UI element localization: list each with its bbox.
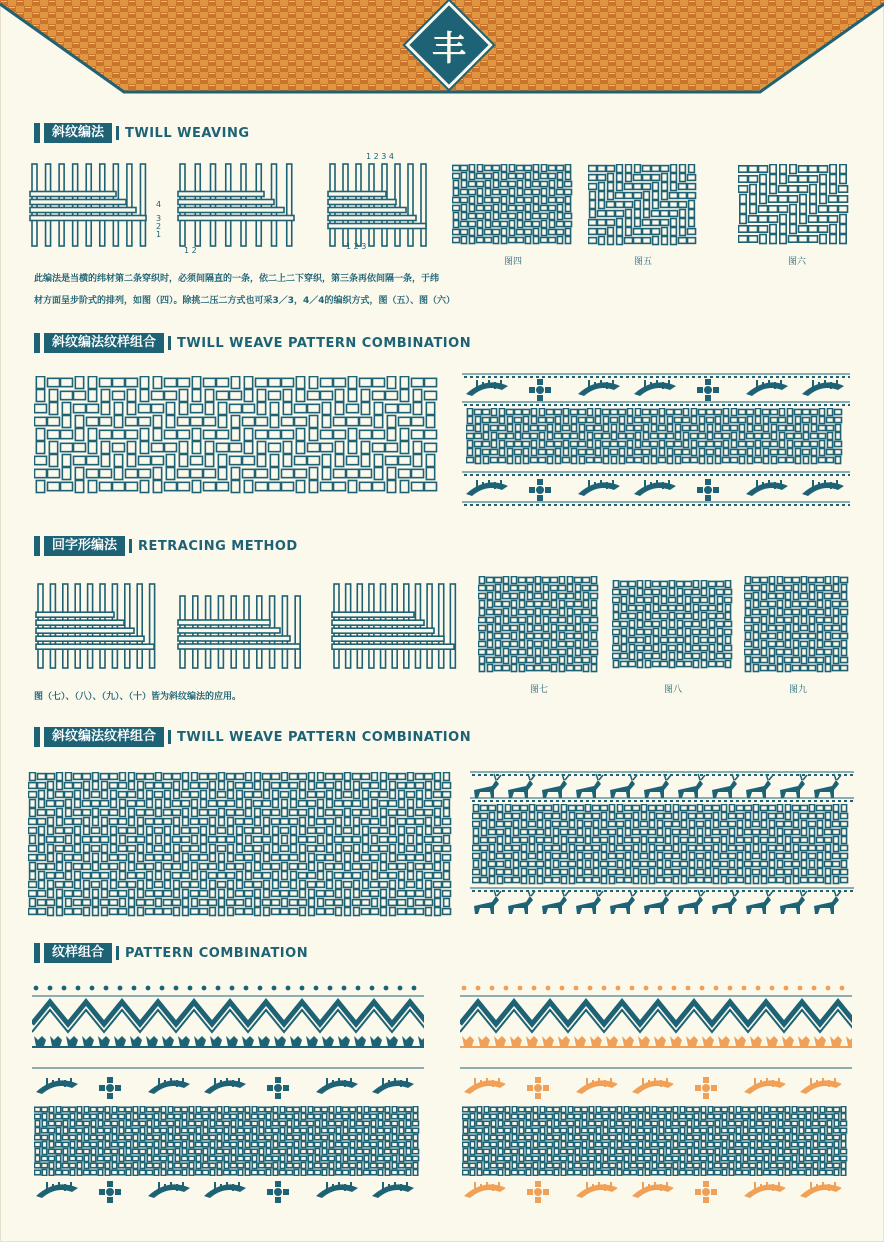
twill-description-line1: 此编法是当横的纬材第二条穿织时，必须间隔直的一条，依二上二下穿织，第三条再依间隔一条，于纬 [34, 274, 440, 284]
header-bar [34, 123, 40, 143]
twill-figure-4 [452, 164, 574, 248]
section-header-twill-weaving [34, 122, 250, 144]
header-cn: 斜纹编法 [44, 123, 112, 143]
emblem-glyph: 丰 [432, 28, 466, 69]
header-bar [34, 536, 40, 556]
header-en: PATTERN COMBINATION [125, 945, 309, 961]
step-number-4: 4 [156, 200, 162, 209]
header-divider [168, 336, 171, 350]
section-header-retracing [34, 535, 298, 557]
header-en: TWILL WEAVE PATTERN COMBINATION [177, 335, 472, 351]
section-header-twill-combination-2 [34, 726, 471, 748]
twill-figure-5 [588, 164, 698, 248]
header-divider [116, 126, 119, 140]
twill-step-1-diagram [28, 160, 158, 250]
step-number-1: 1 [156, 230, 162, 239]
retrace-figure-7 [478, 576, 600, 674]
section-header-pattern-combination [34, 942, 308, 964]
header-en: TWILL WEAVE PATTERN COMBINATION [177, 729, 472, 745]
retrace-step-1 [34, 580, 166, 672]
caption-fig8: 图八 [663, 685, 682, 695]
retrace-note: 图（七）、（八）、（九）、（十）皆为斜纹编法的应用。 [34, 692, 242, 702]
header-cn: 纹样组合 [44, 943, 112, 963]
twill-step-3-diagram [326, 160, 438, 250]
twill-step-2-diagram [176, 160, 306, 250]
ornamental-band-deer [470, 770, 854, 918]
header-cn: 斜纹编法纹样组合 [44, 333, 164, 353]
pattern-combination-teal [32, 980, 424, 1210]
header-bar [34, 333, 40, 353]
step-number-2: 2 [156, 222, 162, 231]
caption-fig7: 图七 [529, 685, 548, 695]
twill-figure-6 [738, 164, 856, 248]
header-cn: 回字形编法 [44, 536, 125, 556]
twill-description [34, 268, 854, 312]
header-cn: 斜纹编法纹样组合 [44, 727, 164, 747]
caption-fig5: 图五 [633, 257, 652, 267]
step-numbers-bottom-a: 1 2 [184, 246, 197, 255]
header-divider [168, 730, 171, 744]
retrace-step-2 [176, 592, 312, 672]
pattern-combination-orange [460, 980, 852, 1210]
caption-fig6: 图六 [787, 257, 806, 267]
header-en: RETRACING METHOD [138, 538, 298, 554]
retrace-step-3 [330, 580, 466, 672]
twill-description-line2: 材方面呈步阶式的排列，如图（四）。除挑二压二方式也可采3／3，4／4的编织方式，图（五）、图（六） [34, 296, 456, 306]
step-number-3: 3 [156, 214, 162, 223]
twill-combination-panel-2 [28, 772, 454, 918]
twill-combination-panel-1 [34, 376, 440, 502]
step-numbers-top: 1 2 3 4 [366, 152, 394, 161]
header-en: TWILL WEAVING [125, 125, 250, 141]
header-bar [34, 727, 40, 747]
ornamental-band-1 [462, 372, 850, 506]
caption-fig9: 图九 [788, 685, 807, 695]
retrace-figure-9 [744, 576, 852, 674]
section-header-twill-combination-1 [34, 332, 471, 354]
retrace-figure-8 [612, 580, 734, 674]
step-numbers-bottom-b: 1 2 3 [346, 242, 367, 251]
header-bar [34, 943, 40, 963]
header-divider [116, 946, 119, 960]
caption-fig4: 图四 [503, 257, 522, 267]
header-divider [129, 539, 132, 553]
